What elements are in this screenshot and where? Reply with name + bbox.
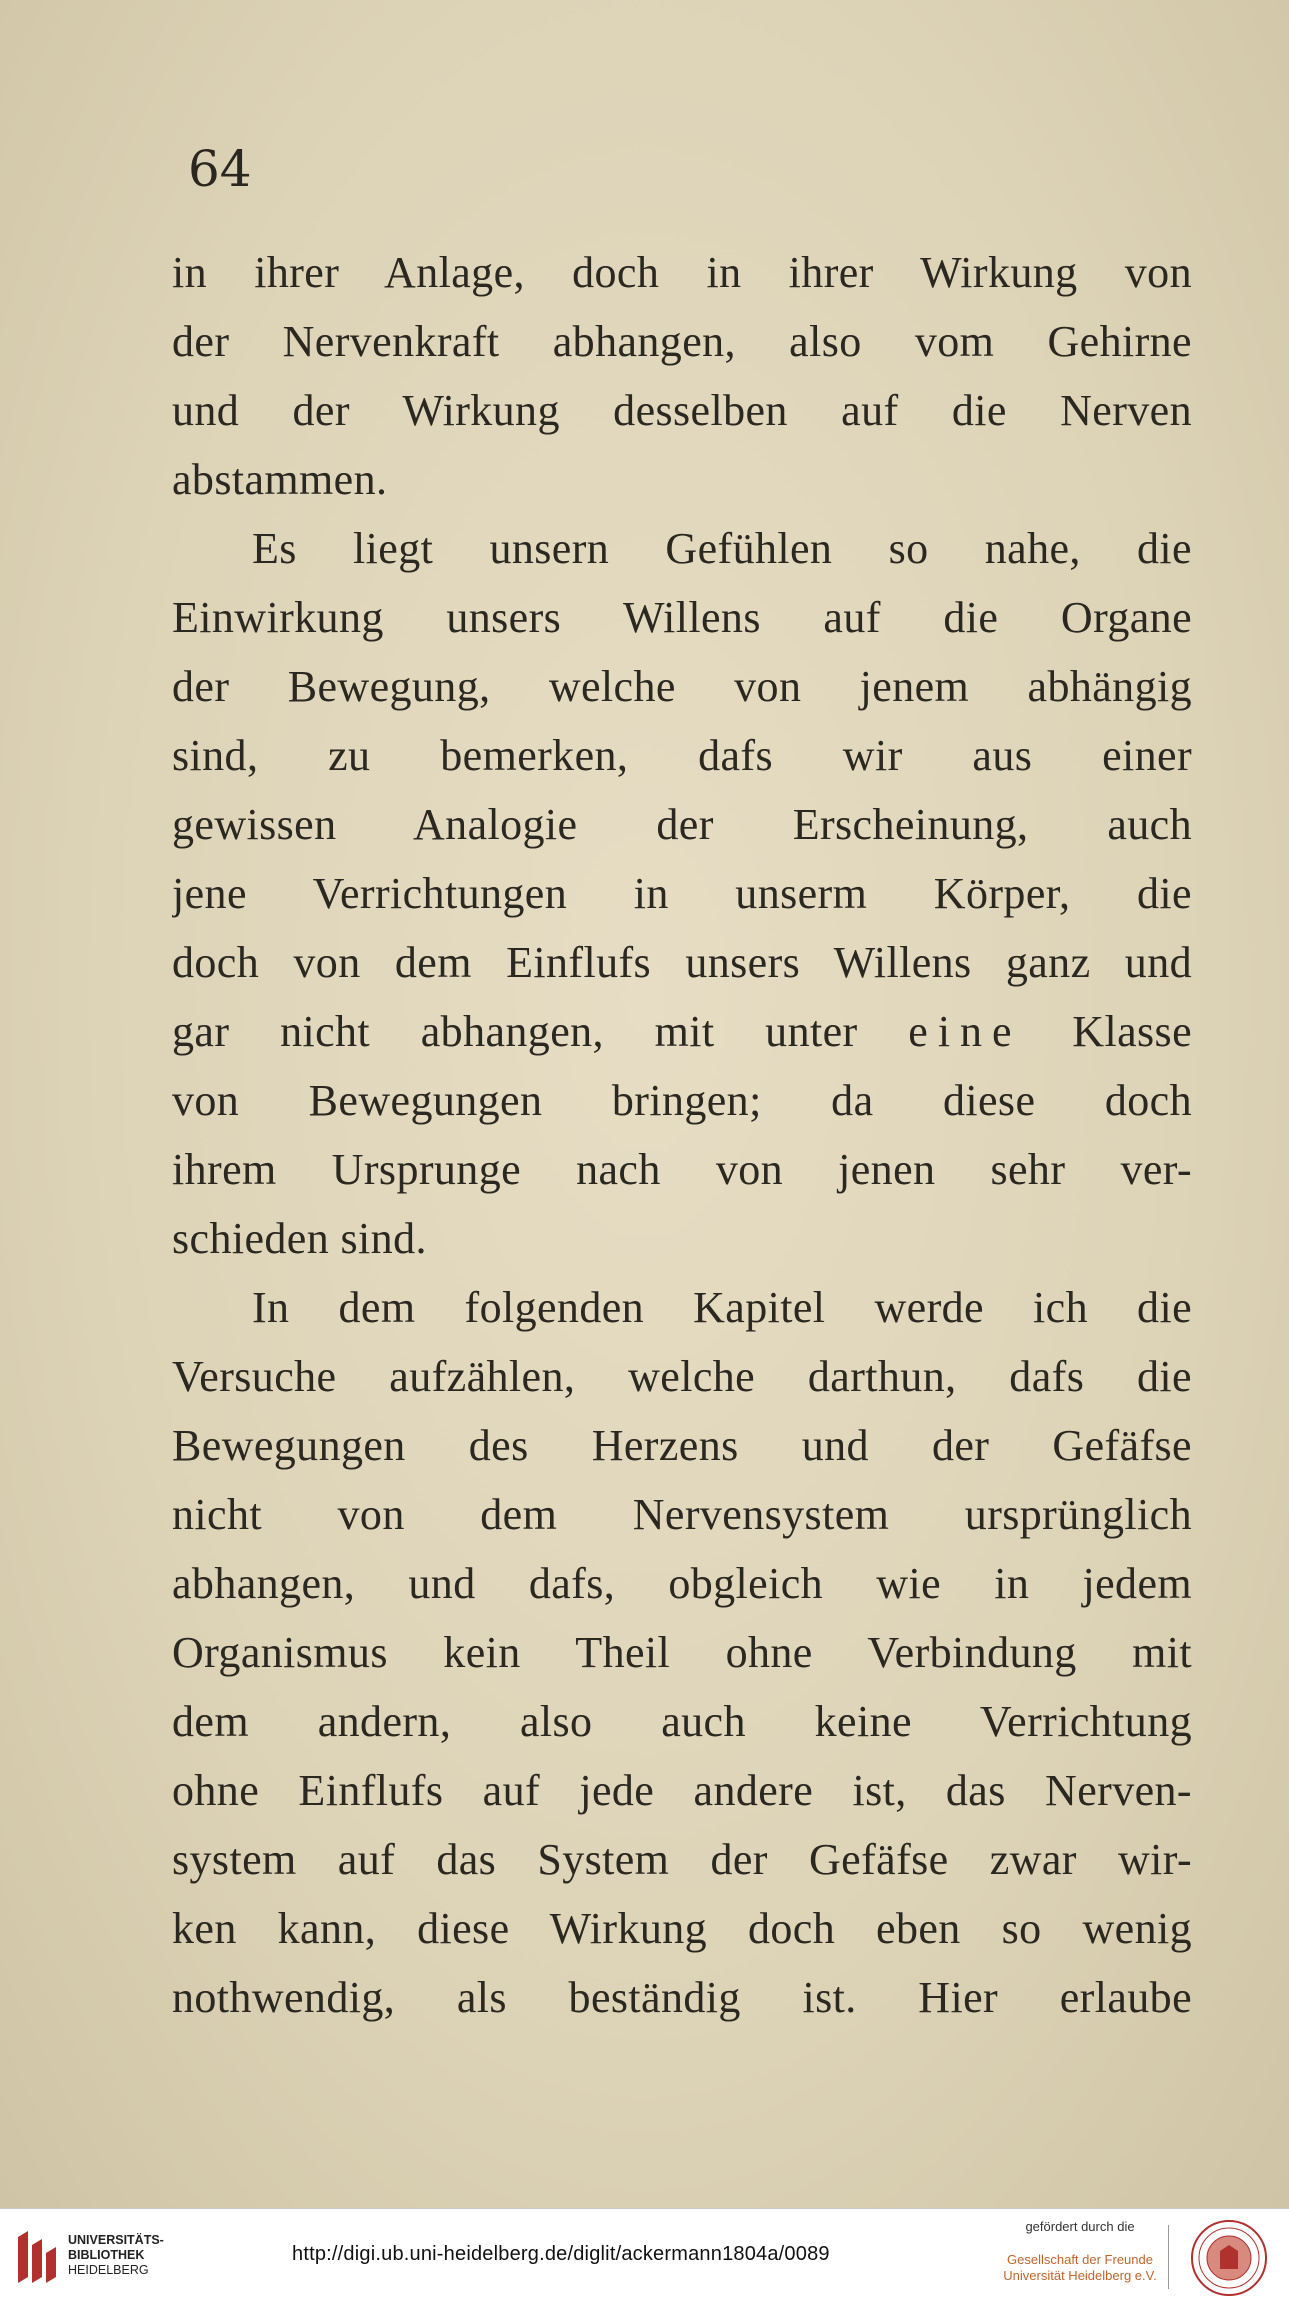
library-name [68,2233,164,2278]
library-name-line: HEIDELBERG [68,2263,149,2277]
spaced-emphasis-word: eine [908,1007,1022,1056]
digitization-footer [0,2208,1289,2305]
text-line: ken kann, diese Wirkung doch eben so wenig [172,1904,1192,1953]
text-line: nothwendig, als beständig ist. Hier erlaube [172,1973,1192,2022]
text-line: und der Wirkung desselben auf die Nerven [172,386,1192,435]
text-line: Organismus kein Theil ohne Verbindung mit [172,1628,1192,1677]
sponsor-block [990,2219,1170,2284]
text-line: in ihrer Anlage, doch in ihrer Wirkung von [172,248,1192,297]
text-line: In dem folgenden Kapitel werde ich die [252,1283,1192,1332]
text-line: der Nervenkraft abhangen, also vom Gehirne [172,317,1192,366]
text-line: Versuche aufzählen, welche darthun, dafs die [172,1352,1192,1401]
text-line: doch von dem Einflufs unsers Willens ganz und [172,938,1192,987]
text-line: abstammen. [172,455,388,504]
text-line-start: gar nicht abhangen, mit unter [172,1007,858,1056]
text-line: jene Verrichtungen in unserm Körper, die [172,869,1192,918]
text-line: dem andern, also auch keine Verrichtung [172,1697,1192,1746]
sponsor-label: gefördert durch die [1025,2219,1135,2234]
text-line: sind, zu bemerken, dafs wir aus einer [172,731,1192,780]
text-line: ihrem Ursprunge nach von jenen sehr ver- [172,1145,1192,1194]
permalink-url[interactable]: http://digi.ub.uni-heidelberg.de/diglit/ackermann1804a/0089 [292,2243,830,2265]
page-number: 64 [188,140,252,198]
text-line: system auf das System der Gefäfse zwar wir- [172,1835,1192,1884]
text-line-end: Klasse [1072,1007,1192,1056]
text-line-with-emphasis [172,997,1192,1066]
text-line: abhangen, und dafs, obgleich wie in jedem [172,1559,1192,1608]
university-library-logo-icon [14,2227,60,2287]
sponsor-org-line: Universität Heidelberg e.V. [1003,2268,1157,2283]
text-line: von Bewegungen bringen; da diese doch [172,1076,1192,1125]
library-name-line: BIBLIOTHEK [68,2248,145,2262]
text-line: Es liegt unsern Gefühlen so nahe, die [252,524,1192,573]
text-line: nicht von dem Nervensystem ursprünglich [172,1490,1192,1539]
university-seal-icon [1190,2219,1268,2297]
text-line: der Bewegung, welche von jenem abhängig [172,662,1192,711]
library-name-line: UNIVERSITÄTS- [68,2233,164,2247]
footer-divider [1168,2225,1169,2289]
text-line: gewissen Analogie der Erscheinung, auch [172,800,1192,849]
text-line: Einwirkung unsers Willens auf die Organe [172,593,1192,642]
text-line: schieden sind. [172,1214,427,1263]
body-text [172,238,1192,2032]
text-line: Bewegungen des Herzens und der Gefäfse [172,1421,1192,1470]
text-line: ohne Einflufs auf jede andere ist, das Nerven- [172,1766,1192,1815]
sponsor-org-line: Gesellschaft der Freunde [1007,2252,1153,2267]
